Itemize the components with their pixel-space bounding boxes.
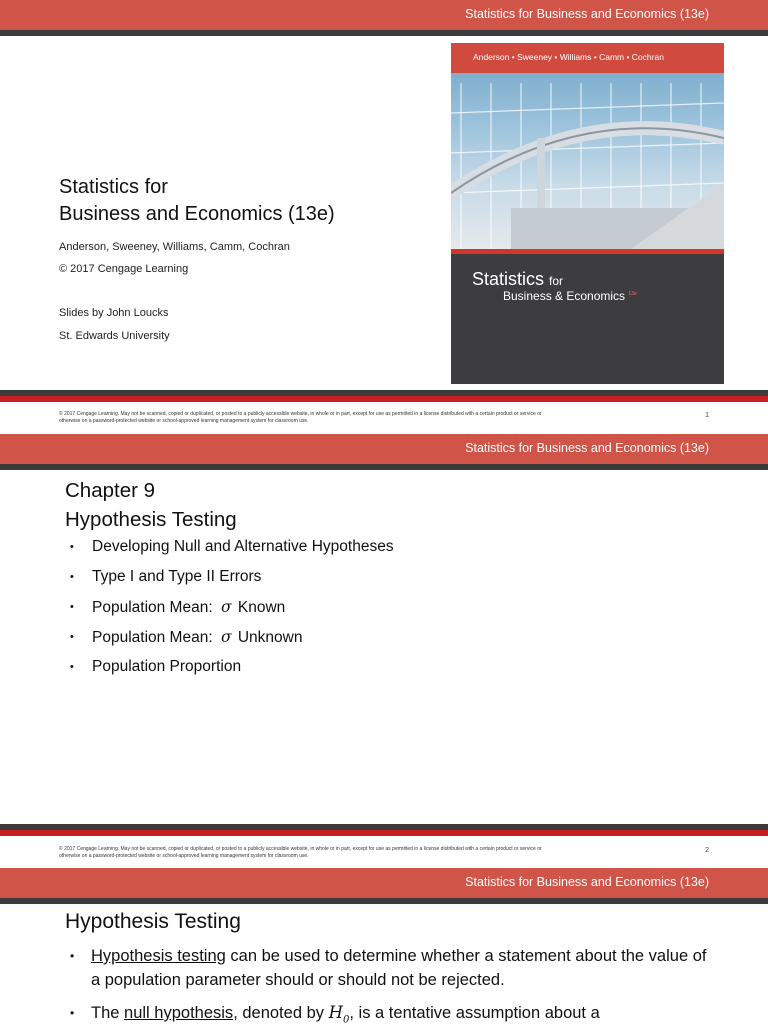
slide-1 bbox=[0, 0, 768, 434]
slide-title bbox=[59, 174, 335, 228]
cover-divider bbox=[451, 249, 724, 254]
bullet-icon: • bbox=[70, 661, 74, 673]
header-divider bbox=[0, 30, 768, 36]
list-item-text: Population Proportion bbox=[92, 658, 242, 675]
bullet-icon: • bbox=[70, 631, 74, 643]
title-line-1: Statistics for bbox=[59, 176, 168, 198]
list-item bbox=[70, 1001, 720, 1024]
list-item-text: , denoted by bbox=[233, 1004, 329, 1022]
definition-list bbox=[70, 944, 720, 1024]
header-title: Statistics for Business and Economics (13e) bbox=[465, 441, 709, 455]
cover-title-for: for bbox=[549, 274, 564, 288]
legal-line-2: otherwise on a password-protected website or school-approved learning management system for classroom use. bbox=[59, 417, 309, 424]
sigma-symbol: σ bbox=[220, 628, 232, 646]
cover-architecture-image bbox=[451, 43, 724, 249]
slides-by-text: Slides by John Loucks bbox=[59, 307, 169, 319]
sigma-symbol: σ bbox=[220, 598, 232, 616]
authors-text: Anderson, Sweeney, Williams, Camm, Cochran bbox=[59, 241, 290, 253]
chapter-title: Hypothesis Testing bbox=[65, 508, 237, 531]
slide-header-bar bbox=[0, 868, 768, 898]
list-item-text: The bbox=[91, 1004, 125, 1022]
page-number: 1 bbox=[705, 412, 709, 419]
list-item-text: , is a tentative assumption about a bbox=[349, 1004, 600, 1022]
slide-3 bbox=[0, 868, 768, 1024]
legal-line-2: otherwise on a password-protected website or school-approved learning management system for classroom use. bbox=[59, 852, 309, 859]
cover-title-main: Statistics bbox=[472, 269, 545, 289]
legal-notice bbox=[59, 411, 659, 424]
list-item bbox=[70, 594, 394, 624]
unknown-label: Unknown bbox=[237, 629, 303, 646]
slide-title: Hypothesis Testing bbox=[65, 910, 241, 933]
legal-notice bbox=[59, 846, 659, 859]
list-item bbox=[70, 564, 394, 594]
chapter-number: Chapter 9 bbox=[65, 479, 156, 502]
header-title: Statistics for Business and Economics (13e) bbox=[465, 875, 709, 889]
bullet-icon: • bbox=[70, 949, 75, 963]
cover-subtitle-text: Business & Economics bbox=[503, 289, 626, 303]
list-item bbox=[70, 654, 394, 684]
bullet-icon: • bbox=[70, 601, 74, 613]
slide-header-bar bbox=[0, 434, 768, 464]
copyright-text: © 2017 Cengage Learning bbox=[59, 263, 189, 275]
footer-divider-red bbox=[0, 830, 768, 836]
bullet-icon: • bbox=[70, 541, 74, 553]
list-item-text: can be used to determine whether a statement about the value of a population parameter should or should not be rejected. bbox=[91, 947, 707, 989]
list-item bbox=[70, 534, 394, 564]
h-subscript: 0 bbox=[343, 1014, 350, 1024]
header-divider bbox=[0, 464, 768, 470]
cover-edition: 13e bbox=[628, 291, 637, 297]
legal-line-1: © 2017 Cengage Learning. May not be scanned, copied or duplicated, or posted to a publicly accessible website, in whole or in part, except for use as permitted in a license distributed with a certain product or service or bbox=[59, 846, 542, 852]
cover-authors: Anderson • Sweeney • Williams • Camm • Cochran bbox=[473, 52, 664, 62]
header-title: Statistics for Business and Economics (13e) bbox=[465, 7, 709, 21]
list-item-text: Population Mean: bbox=[92, 599, 213, 616]
cover-subtitle bbox=[503, 289, 637, 303]
header-divider bbox=[0, 898, 768, 904]
title-line-2: Business and Economics (13e) bbox=[59, 203, 335, 225]
cover-title bbox=[472, 269, 563, 290]
known-label: Known bbox=[237, 599, 286, 616]
list-item-text: Developing Null and Alternative Hypotheses bbox=[92, 538, 394, 555]
h-symbol: H bbox=[328, 1003, 343, 1022]
list-item bbox=[70, 624, 394, 654]
footer-divider-red bbox=[0, 396, 768, 402]
slide-header-bar bbox=[0, 0, 768, 30]
chapter-heading bbox=[65, 476, 237, 534]
book-cover bbox=[451, 43, 724, 384]
bullet-icon: • bbox=[70, 571, 74, 583]
university-text: St. Edwards University bbox=[59, 330, 170, 342]
term-hypothesis-testing: Hypothesis testing bbox=[91, 947, 226, 965]
legal-line-1: © 2017 Cengage Learning. May not be scanned, copied or duplicated, or posted to a publicly accessible website, in whole or in part, except for use as permitted in a license distributed with a certain product or service or bbox=[59, 411, 542, 417]
list-item-text: Type I and Type II Errors bbox=[92, 568, 262, 585]
bullet-icon: • bbox=[70, 1006, 75, 1020]
slide-2 bbox=[0, 434, 768, 868]
cover-author-band bbox=[451, 43, 724, 73]
list-item-text: Population Mean: bbox=[92, 629, 213, 646]
term-null-hypothesis: null hypothesis bbox=[124, 1004, 234, 1022]
topic-list bbox=[70, 534, 394, 684]
list-item bbox=[70, 944, 720, 992]
page-number: 2 bbox=[705, 847, 709, 854]
